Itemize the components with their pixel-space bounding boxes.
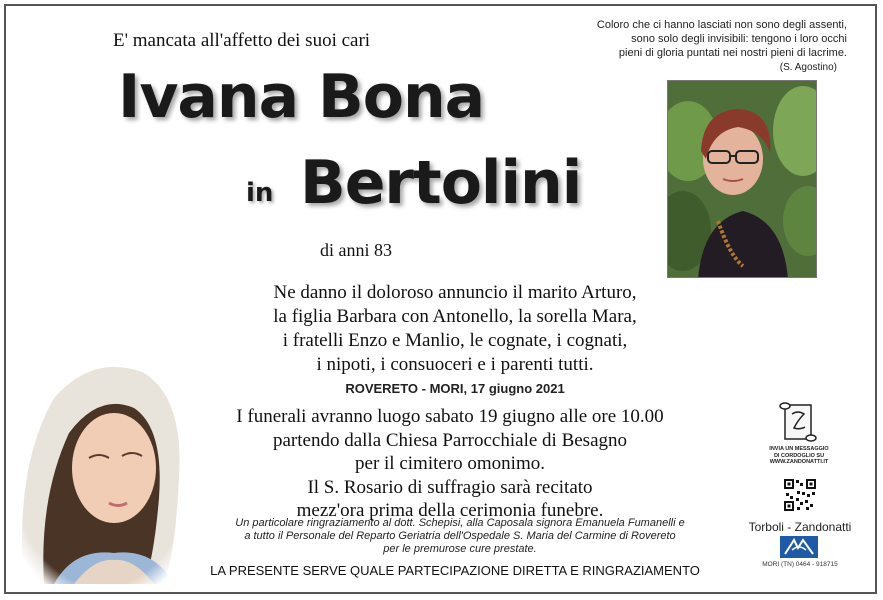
place-date: ROVERETO - MORI, 17 giugno 2021 [345, 381, 565, 396]
condolence-link[interactable] [750, 446, 848, 466]
condolence-line: WWW.ZANDONATTI.IT [769, 459, 829, 465]
agency-logo-icon [780, 536, 818, 558]
madonna-image [14, 348, 190, 584]
agency-logo-graphic [780, 536, 818, 558]
funeral-line: per il cimitero omonimo. [355, 453, 545, 474]
thanks-block [195, 517, 725, 556]
announcement-line: Ne danno il doloroso annuncio il marito Arturo, [273, 282, 637, 303]
condolence-line: INVIA UN MESSAGGIO [769, 446, 829, 452]
age-text: di anni 83 [320, 240, 392, 260]
condolence-line: DI CORDOGLIO SU [773, 452, 825, 459]
quote-author: (S. Agostino) [779, 62, 837, 73]
funeral-line: mezz'ora prima della cerimonia funebre. [296, 500, 604, 521]
funeral-details [180, 405, 720, 523]
funeral-line: Il S. Rosario di suffragio sarà recitato [307, 476, 593, 498]
qr-code-icon[interactable] [783, 478, 817, 512]
funeral-line: partendo dalla Chiesa Parrocchiale di Besagno [272, 429, 627, 451]
married-surname: Bertolini [300, 148, 582, 218]
announcement-line: la figlia Barbara con Antonello, la sorella Mara, [273, 306, 637, 327]
deceased-name: Ivana Bona [118, 62, 485, 132]
scroll-icon[interactable] [778, 400, 818, 444]
thanks-line: a tutto il Personale del Reparto Geriatria dell'Ospedale S. Maria del Carmine di Rovereto [244, 530, 676, 542]
quote-line: pieni di gloria puntati nei nostri pieni di lacrime. [618, 47, 847, 59]
agency-phone: MORI (TN) 0464 - 918715 [762, 561, 838, 568]
thanks-line: per le premurose cure prestate. [383, 543, 537, 555]
portrait-illustration [668, 81, 817, 278]
footer-note: LA PRESENTE SERVE QUALE PARTECIPAZIONE DIRETTA E RINGRAZIAMENTO [210, 563, 700, 578]
intro-text: E' mancata all'affetto dei suoi cari [113, 30, 371, 51]
announcement-line: i fratelli Enzo e Manlio, le cognate, i cognati, [282, 330, 628, 351]
scroll-icon-graphic [778, 400, 818, 444]
deceased-photo [667, 80, 817, 278]
madonna-illustration [14, 348, 190, 584]
quote-line: sono solo degli invisibili: tengono i loro occhi [631, 33, 847, 45]
thanks-line: Un particolare ringraziamento al dott. Schepisi, alla Caposala signora Emanuela Fumanelli e [235, 517, 685, 529]
announcement-line: i nipoti, i consuoceri e i parenti tutti. [316, 354, 594, 375]
agency-name: Torboli - Zandonatti [748, 520, 852, 534]
announcement-block [200, 281, 710, 377]
funeral-line: I funerali avranno luogo sabato 19 giugno alle ore 10.00 [236, 406, 664, 427]
memorial-quote [587, 18, 847, 60]
qr-code-graphic [783, 478, 817, 512]
name-conjunction: in [246, 178, 274, 208]
quote-line: Coloro che ci hanno lasciati non sono degli assenti, [596, 19, 847, 31]
